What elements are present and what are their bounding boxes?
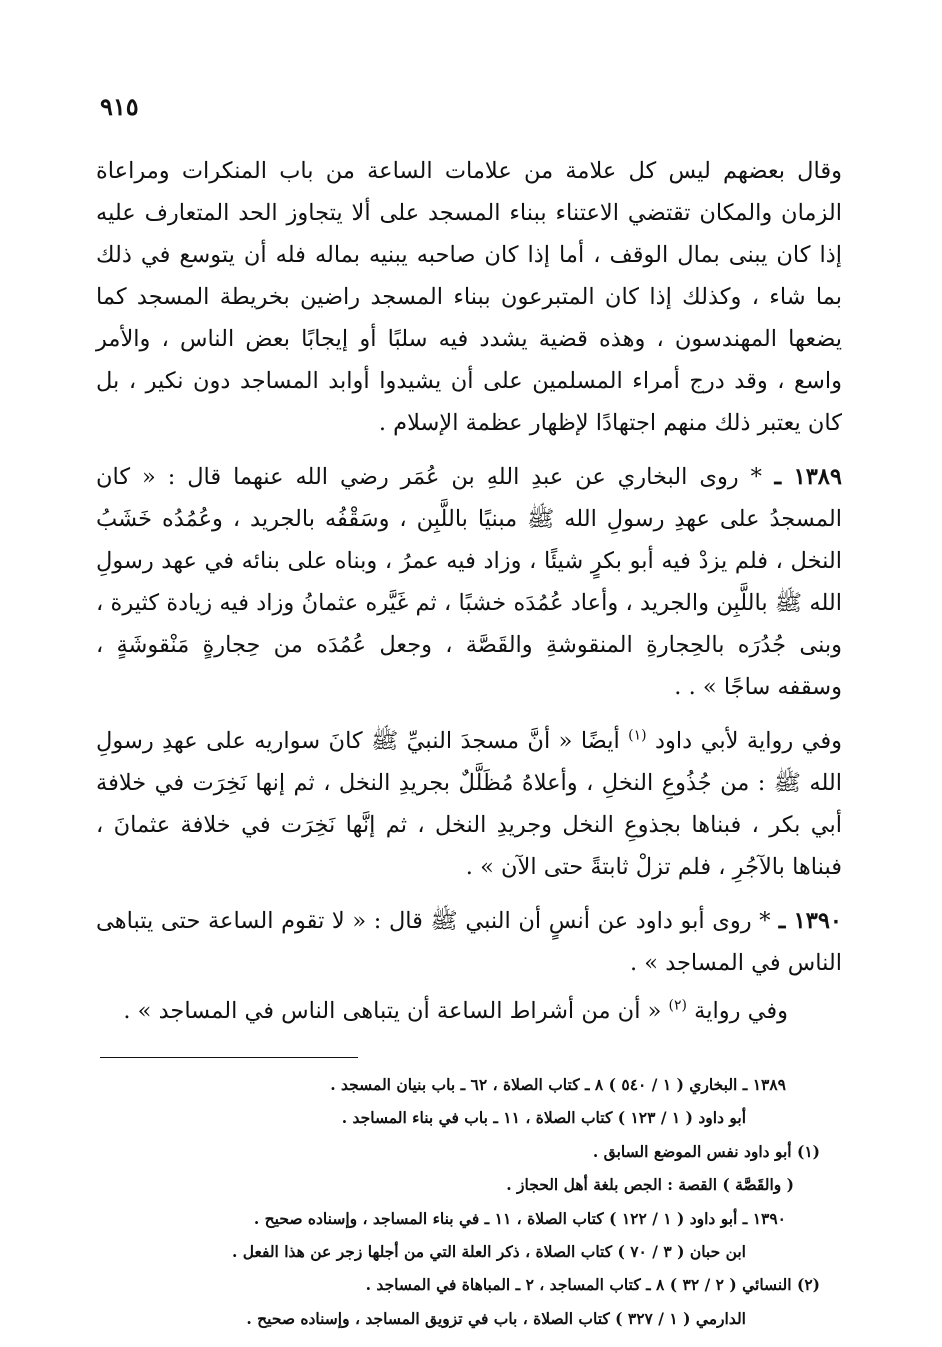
hadith-1389-number: ١٣٨٩ ـ	[761, 464, 842, 490]
abu-dawud-lead: وفي رواية لأبي داود	[646, 728, 843, 754]
footnote-ref-1: (١)	[628, 727, 647, 744]
riwaya-2	[96, 990, 842, 1032]
footnote-line: ابن حبان ( ٣ / ٧٠ ) كتاب الصلاة ، ذكر العلة التي من أجلها زجر عن هذا الفعل .	[231, 1242, 746, 1262]
footnote-ref-2: (٢)	[668, 997, 687, 1014]
hadith-1389-text: روى البخاري عن عبدِ اللهِ بن عُمَر رضي الله عنهما قال : « كان المسجدُ على عهدِ رسولِ الله ﷺ مبنيًا باللَّبِن ، وسَقْفُه بالجريد ، وعُمُدُه خَشَبُ النخل ، فلم يزدْ فيه أبو بكرٍ شيئًا ، وزاد فيه عمرُ ، وبناه على بنائه في عهد رسولِ الله ﷺ باللَّبِن والجريد ، وأعاد عُمُدَه خشبًا ، ثم غَيَّره عثمانُ وزاد فيه زيادة كثيرة ، وبنى جُدُرَه بالحِجارةِ المنقوشةِ والقَصَّة ، وجعل عُمُدَه من حِجارةٍ مَنْقوشَةٍ ، وسقفه ساجًا » . .	[96, 464, 842, 700]
footnote-line: (٢) النسائي ( ٢ / ٣٢ ) ٨ ـ كتاب المساجد ، ٢ ـ المباهاة في المساجد .	[365, 1275, 820, 1295]
intro-paragraph: وقال بعضهم ليس كل علامة من علامات الساعة من باب المنكرات ومراعاة الزمان والمكان تقتضي الاعتناء ببناء المسجد على ألا يتجاوز الحد المتعارف عليه إذا كان يبنى بمال الوقف ، أما إذا كان صاحبه يبنيه بماله فله أن يتوسع في ذلك بما شاء ، وكذلك إذا كان المتبرعون ببناء المسجد راضين بخريطة المسجد كما يضعها المهندسون ، وهذه قضية يشدد فيه سلبًا أو إيجابًا بعض الناس ، والأمر واسع ، وقد درج أمراء المسلمين على أن يشيدوا أوابد المساجد دون نكير ، بل كان يعتبر ذلك منهم اجتهادًا لإظهار عظمة الإسلام .	[96, 158, 842, 436]
footnote-line: ( والقَصَّة ) القصة : الجص بلغة أهل الحجاز .	[506, 1175, 794, 1195]
hadith-1389: ١٣٨٩ ـ * روى البخاري عن عبدِ اللهِ بن عُمَر رضي الله عنهما قال : « كان المسجدُ على عهدِ رسولِ الله ﷺ مبنيًا باللَّبِن ، وسَقْفُه بالجريد ، وعُمُدُه خَشَبُ النخل ، فلم يزدْ فيه أبو بكرٍ شيئًا ، وزاد فيه عمرُ ، وبناه على بنائه في عهد رسولِ الله ﷺ باللَّبِن والجريد ، وأعاد عُمُدَه خشبًا ، ثم غَيَّره عثمانُ وزاد فيه زيادة كثيرة ، وبنى جُدُرَه بالحِجارةِ المنقوشةِ والقَصَّة ، وجعل عُمُدَه من حِجارةٍ مَنْقوشَةٍ ، وسقفه ساجًا » . .	[96, 464, 842, 700]
footnote-line: (١) أبو داود نفس الموضع السابق .	[592, 1141, 820, 1161]
footnote-line: ١٣٨٩ ـ البخاري ( ١ / ٥٤٠ ) ٨ ـ كتاب الصلاة ، ٦٢ ـ باب بنيان المسجد .	[330, 1075, 786, 1094]
footnote-line: الدارمي ( ١ / ٣٢٧ ) كتاب الصلاة ، باب في تزويق المساجد ، وإسناده صحيح .	[246, 1308, 746, 1328]
page-number: ٩١٥	[100, 92, 139, 121]
riwaya-2-text: « أن من أشراط الساعة أن يتباهى الناس في المساجد » .	[123, 998, 669, 1024]
riwaya-2-lead: وفي رواية	[687, 998, 788, 1024]
abu-dawud-text: أيضًا « أنَّ مسجدَ النبيِّ ﷺ كانَ سواريه على عهدِ رسولِ الله ﷺ : من جُذُوعِ النخلِ ، وأعلاهُ مُظَلَّلٌ بجريدِ النخل ، ثم إنها نَخِرَت في خلافة أبي بكر ، فبناها بجذوعِ النخل وجريدِ النخل ، ثم إنَّها نَخِرَت في خلافة عثمانَ ، فبناها بالآجُرِ ، فلم تزلْ ثابتةً حتى الآن » .	[96, 728, 842, 880]
main-text	[96, 150, 842, 1044]
hadith-1390-number: ١٣٩٠ ـ	[770, 908, 842, 934]
footnote-line: ١٣٩٠ ـ أبو داود ( ١ / ١٢٢ ) كتاب الصلاة ، ١١ ـ في بناء المساجد ، وإسناده صحيح .	[253, 1208, 786, 1228]
hadith-1390-text: روى أبو داود عن أنسٍ أن النبي ﷺ قال : « لا تقوم الساعة حتى يتباهى الناس في المساجد » .	[96, 908, 842, 976]
footnote-divider	[100, 1057, 358, 1058]
footnotes	[100, 1068, 842, 1335]
abu-dawud-narration	[96, 720, 842, 888]
footnote-line: أبو داود ( ١ / ١٢٣ ) كتاب الصلاة ، ١١ ـ باب في بناء المساجد .	[341, 1108, 746, 1128]
hadith-1390: ١٣٩٠ ـ * روى أبو داود عن أنسٍ أن النبي ﷺ قال : « لا تقوم الساعة حتى يتباهى الناس في المساجد » .	[96, 908, 842, 976]
